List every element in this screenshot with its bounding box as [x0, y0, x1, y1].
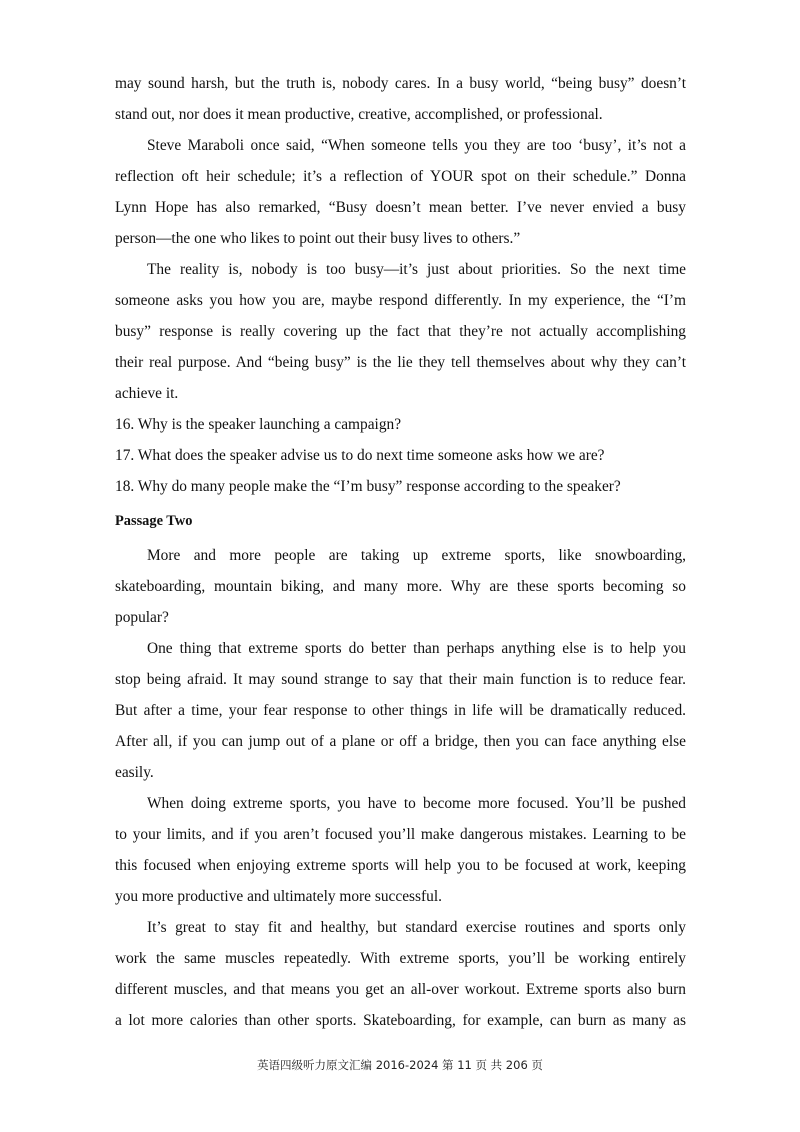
text-line: When doing extreme sports, you have to become more focused. You’ll be pushed — [147, 795, 686, 812]
text-line: you more productive and ultimately more successful. — [115, 888, 442, 905]
paragraph-4 — [115, 540, 686, 633]
text-line: easily. — [115, 764, 154, 781]
text-line: person—the one who likes to point out their busy lives to others.” — [115, 230, 521, 247]
text-line: After all, if you can jump out of a plane or off a bridge, then you can face anything else — [115, 733, 686, 750]
section-heading: Passage Two — [115, 513, 193, 529]
text-line: skateboarding, mountain biking, and many more. Why are these sports becoming so — [115, 578, 686, 595]
question-18: 18. Why do many people make the “I’m busy” response according to the speaker? — [115, 478, 621, 495]
paragraph-1 — [115, 68, 686, 130]
paragraph-3 — [115, 254, 686, 409]
page-footer: 英语四级听力原文汇编 2016-2024 第 11 页 共 206 页 — [257, 1058, 543, 1072]
text-line: a lot more calories than other sports. Skateboarding, for example, can burn as many as — [115, 1012, 686, 1029]
text-line: reflection oft heir schedule; it’s a reflection of YOUR spot on their schedule.” Donna — [115, 168, 686, 185]
document-page — [115, 68, 686, 1036]
question-17: 17. What does the speaker advise us to do next time someone asks how we are? — [115, 447, 605, 464]
paragraph-6 — [115, 788, 686, 912]
paragraph-7 — [115, 912, 686, 1036]
text-line: their real purpose. And “being busy” is the lie they tell themselves about why they can’t — [115, 354, 686, 371]
text-line: stand out, nor does it mean productive, creative, accomplished, or professional. — [115, 106, 603, 123]
text-line: popular? — [115, 609, 169, 626]
text-line: busy” response is really covering up the fact that they’re not actually accomplishing — [115, 323, 686, 340]
text-line: someone asks you how you are, maybe respond differently. In my experience, the “I’m — [115, 292, 686, 309]
text-line: More and more people are taking up extreme sports, like snowboarding, — [147, 547, 686, 564]
text-line: It’s great to stay fit and healthy, but standard exercise routines and sports only — [147, 919, 686, 936]
text-line: Steve Maraboli once said, “When someone tells you they are too ‘busy’, it’s not a — [147, 137, 686, 154]
text-line: to your limits, and if you aren’t focused you’ll make dangerous mistakes. Learning to be — [115, 826, 686, 843]
question-list — [115, 409, 686, 502]
text-line: achieve it. — [115, 385, 179, 402]
text-line: this focused when enjoying extreme sports will help you to be focused at work, keeping — [115, 857, 686, 874]
text-line: But after a time, your fear response to other things in life will be dramatically reduced. — [115, 702, 686, 719]
text-line: different muscles, and that means you get an all-over workout. Extreme sports also burn — [115, 981, 686, 998]
text-line: stop being afraid. It may sound strange to say that their main function is to reduce fear. — [115, 671, 686, 688]
question-16: 16. Why is the speaker launching a campaign? — [115, 416, 402, 433]
text-line: Lynn Hope has also remarked, “Busy doesn’t mean better. I’ve never envied a busy — [115, 199, 686, 216]
text-line: The reality is, nobody is too busy—it’s just about priorities. So the next time — [147, 261, 686, 278]
text-line: may sound harsh, but the truth is, nobody cares. In a busy world, “being busy” doesn’t — [115, 75, 686, 92]
text-line: work the same muscles repeatedly. With extreme sports, you’ll be working entirely — [115, 950, 686, 967]
paragraph-2 — [115, 130, 686, 254]
paragraph-5 — [115, 633, 686, 788]
text-line: One thing that extreme sports do better than perhaps anything else is to help you — [147, 640, 686, 657]
